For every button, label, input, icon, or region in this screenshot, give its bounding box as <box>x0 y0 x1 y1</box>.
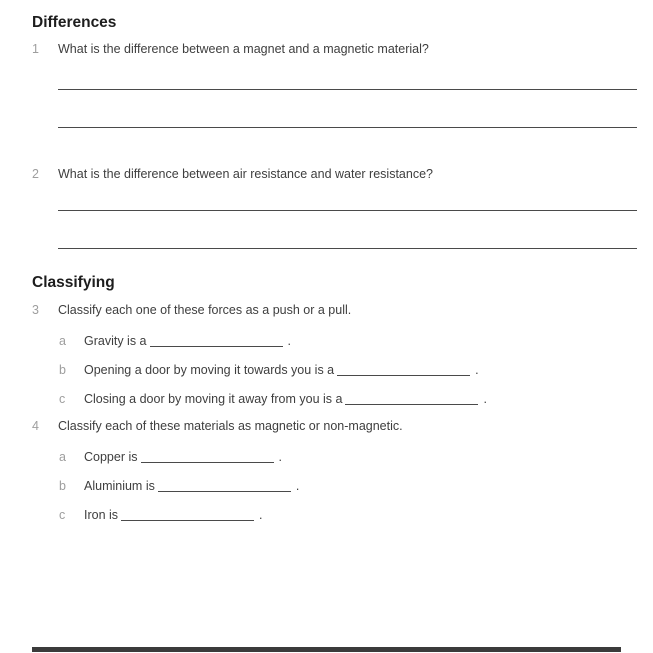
item-letter: a <box>59 450 66 464</box>
item-text: Closing a door by moving it away from you is a <box>84 392 343 406</box>
question-3 <box>32 302 351 318</box>
item-suffix: . <box>259 508 263 522</box>
answer-line <box>58 127 637 128</box>
item-text: Aluminium is <box>84 479 155 493</box>
answer-blank <box>150 333 283 347</box>
question-1 <box>32 41 429 57</box>
question-number: 2 <box>32 167 39 181</box>
answer-blank <box>141 449 274 463</box>
item-suffix: . <box>278 450 282 464</box>
item-text: Copper is <box>84 450 138 464</box>
item-letter: a <box>59 334 66 348</box>
answer-line <box>58 210 637 211</box>
item-suffix: . <box>287 334 291 348</box>
question-text: What is the difference between a magnet and a magnetic material? <box>58 42 429 56</box>
item-letter: b <box>59 479 66 493</box>
item-suffix: . <box>295 479 300 493</box>
sub-item-4b <box>59 476 299 494</box>
footer-bar <box>32 647 621 652</box>
item-letter: b <box>59 363 66 377</box>
sub-item-3c <box>59 389 487 407</box>
question-text: What is the difference between air resistance and water resistance? <box>58 167 433 181</box>
item-suffix: . <box>483 392 487 406</box>
section-heading-differences: Differences <box>32 14 117 31</box>
sub-item-3a <box>59 331 291 349</box>
question-2 <box>32 166 433 182</box>
answer-blank <box>337 362 470 376</box>
question-number: 1 <box>32 42 39 56</box>
item-text: Iron is <box>84 508 119 522</box>
answer-line <box>58 248 637 249</box>
section-heading-classifying: Classifying <box>32 274 115 291</box>
item-text: Opening a door by moving it towards you is a <box>84 363 335 377</box>
item-suffix: . <box>475 363 479 377</box>
item-text: Gravity is a <box>84 334 147 348</box>
question-number: 4 <box>32 419 39 433</box>
answer-blank <box>345 391 478 405</box>
answer-blank <box>121 507 254 521</box>
item-letter: c <box>59 508 66 522</box>
answer-blank <box>158 478 291 492</box>
question-number: 3 <box>32 303 39 317</box>
sub-item-4c <box>59 505 263 523</box>
question-text: Classify each one of these forces as a push or a pull. <box>58 303 352 317</box>
answer-line <box>58 89 637 90</box>
question-text: Classify each of these materials as magnetic or non-magnetic. <box>58 419 403 433</box>
sub-item-4a <box>59 447 282 465</box>
item-letter: c <box>59 392 66 406</box>
sub-item-3b <box>59 360 479 378</box>
question-4 <box>32 418 403 434</box>
